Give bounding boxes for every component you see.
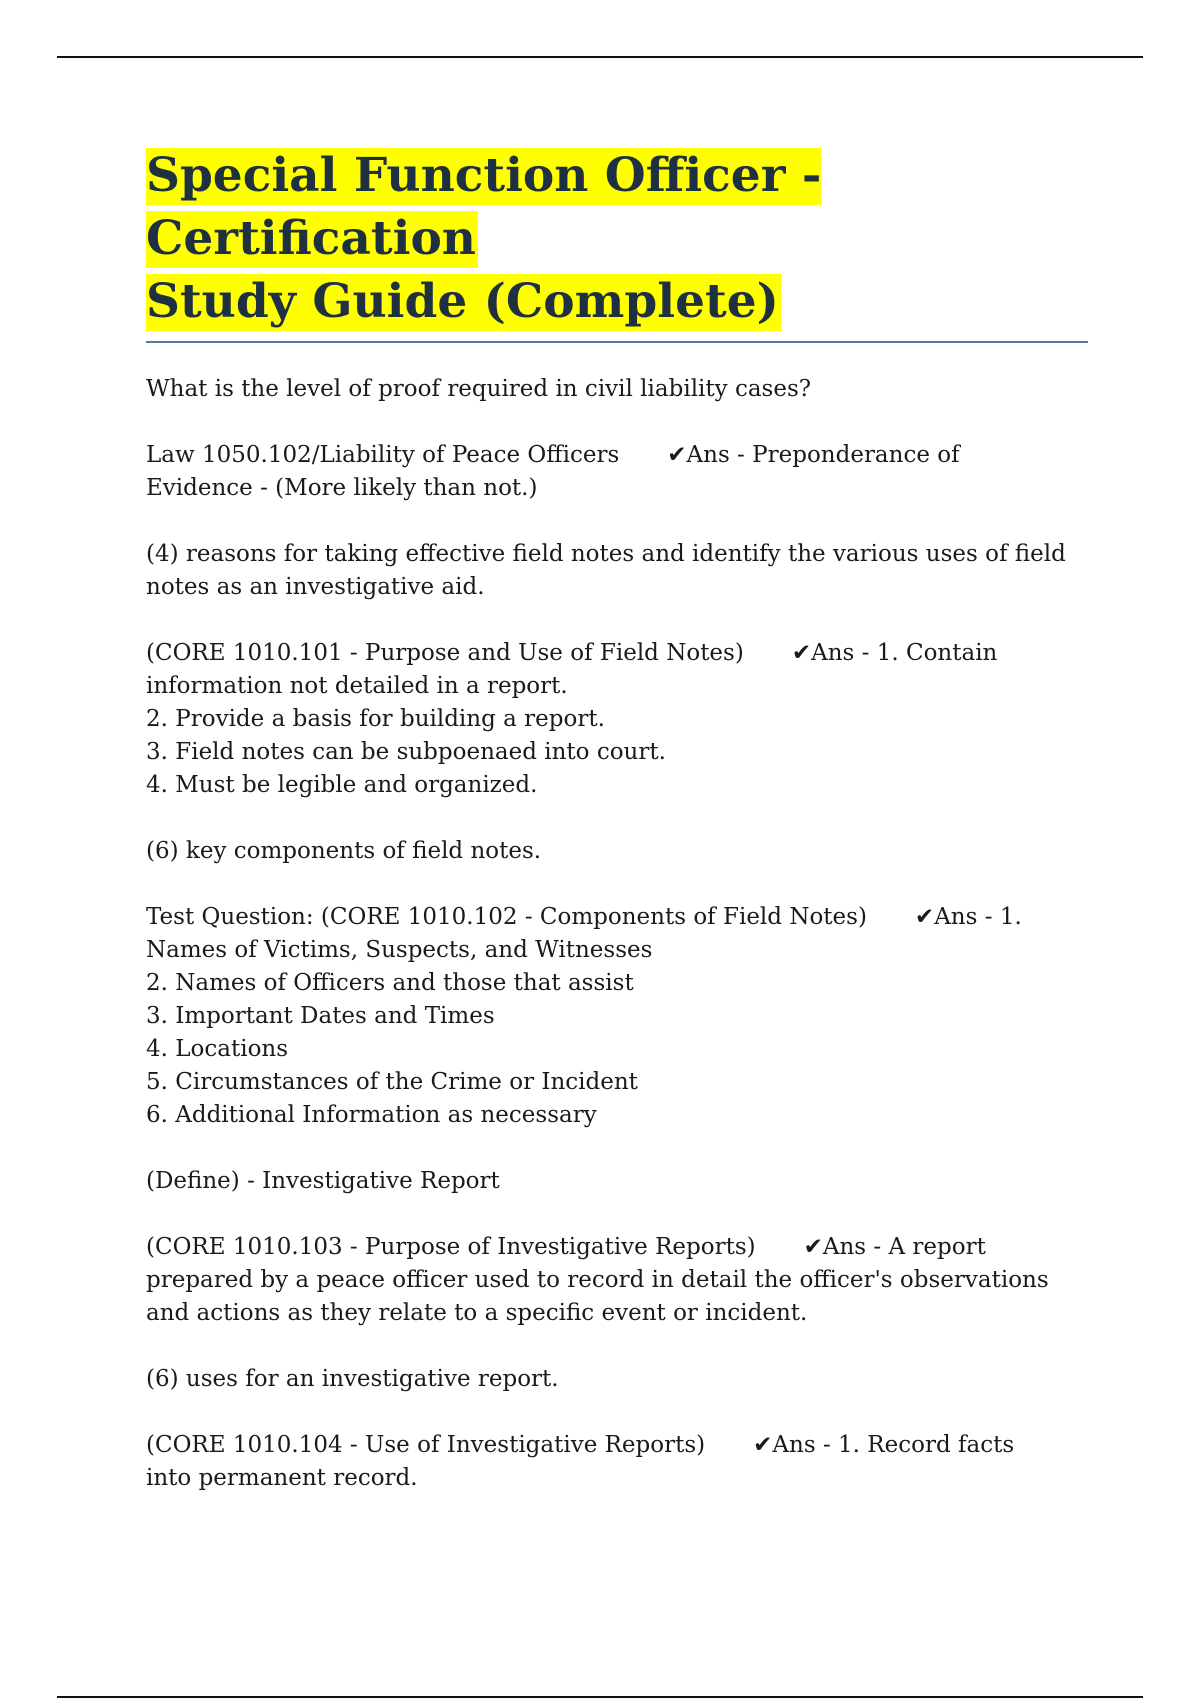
question-text: (4) reasons for taking effective field notes and identify the various uses of field notes as an investigative aid. bbox=[146, 541, 1066, 600]
question-text: (6) uses for an investigative report. bbox=[146, 1366, 559, 1392]
answer-line: 6. Additional Information as necessary bbox=[146, 1102, 597, 1128]
answer-line: and actions as they relate to a specific event or incident. bbox=[146, 1300, 808, 1326]
reference-text: (CORE 1010.104 - Use of Investigative Reports) bbox=[146, 1432, 706, 1458]
answer-line: into permanent record. bbox=[146, 1465, 418, 1491]
answer-line: prepared by a peace officer used to record in detail the officer's observations bbox=[146, 1267, 1049, 1293]
answer-text: ✔Ans - 1. Record facts bbox=[753, 1432, 1015, 1458]
answer-block bbox=[146, 637, 1090, 802]
question-text: (6) key components of field notes. bbox=[146, 838, 542, 864]
answer-line: 3. Field notes can be subpoenaed into court. bbox=[146, 739, 666, 765]
answer-line: 5. Circumstances of the Crime or Incident bbox=[146, 1069, 638, 1095]
answer-line: 3. Important Dates and Times bbox=[146, 1003, 495, 1029]
answer-text: ✔Ans - 1. Contain bbox=[791, 640, 998, 666]
reference-text: (CORE 1010.101 - Purpose and Use of Field Notes) bbox=[146, 640, 744, 666]
document-title bbox=[146, 144, 1090, 333]
answer-line: 2. Provide a basis for building a report. bbox=[146, 706, 605, 732]
answer-line: 4. Must be legible and organized. bbox=[146, 772, 538, 798]
reference-text: Test Question: (CORE 1010.102 - Components of Field Notes) bbox=[146, 904, 867, 930]
page-top-rule bbox=[57, 56, 1143, 58]
answer-text: ✔Ans - Preponderance of bbox=[667, 442, 960, 468]
answer-line: Names of Victims, Suspects, and Witnesses bbox=[146, 937, 653, 963]
question-text: What is the level of proof required in civil liability cases? bbox=[146, 376, 812, 402]
answer-text: ✔Ans - A report bbox=[803, 1234, 986, 1260]
page-bottom-rule bbox=[57, 1696, 1143, 1698]
title-line-1: Special Function Officer - Certification bbox=[146, 148, 822, 266]
answer-block bbox=[146, 1231, 1090, 1330]
answer-line: 2. Names of Officers and those that assist bbox=[146, 970, 634, 996]
answer-line: 4. Locations bbox=[146, 1036, 289, 1062]
answer-text: ✔Ans - 1. bbox=[914, 904, 1022, 930]
title-underline bbox=[146, 341, 1088, 343]
title-line-2: Study Guide (Complete) bbox=[146, 274, 779, 329]
qa-list bbox=[146, 373, 1090, 1495]
reference-text: Law 1050.102/Liability of Peace Officers bbox=[146, 442, 620, 468]
answer-block bbox=[146, 439, 1090, 505]
answer-line: information not detailed in a report. bbox=[146, 673, 568, 699]
question-text: (Define) - Investigative Report bbox=[146, 1168, 500, 1194]
answer-block bbox=[146, 1429, 1090, 1495]
answer-line: Evidence - (More likely than not.) bbox=[146, 475, 538, 501]
answer-block bbox=[146, 901, 1090, 1132]
reference-text: (CORE 1010.103 - Purpose of Investigative Reports) bbox=[146, 1234, 756, 1260]
document-content bbox=[146, 144, 1090, 1528]
